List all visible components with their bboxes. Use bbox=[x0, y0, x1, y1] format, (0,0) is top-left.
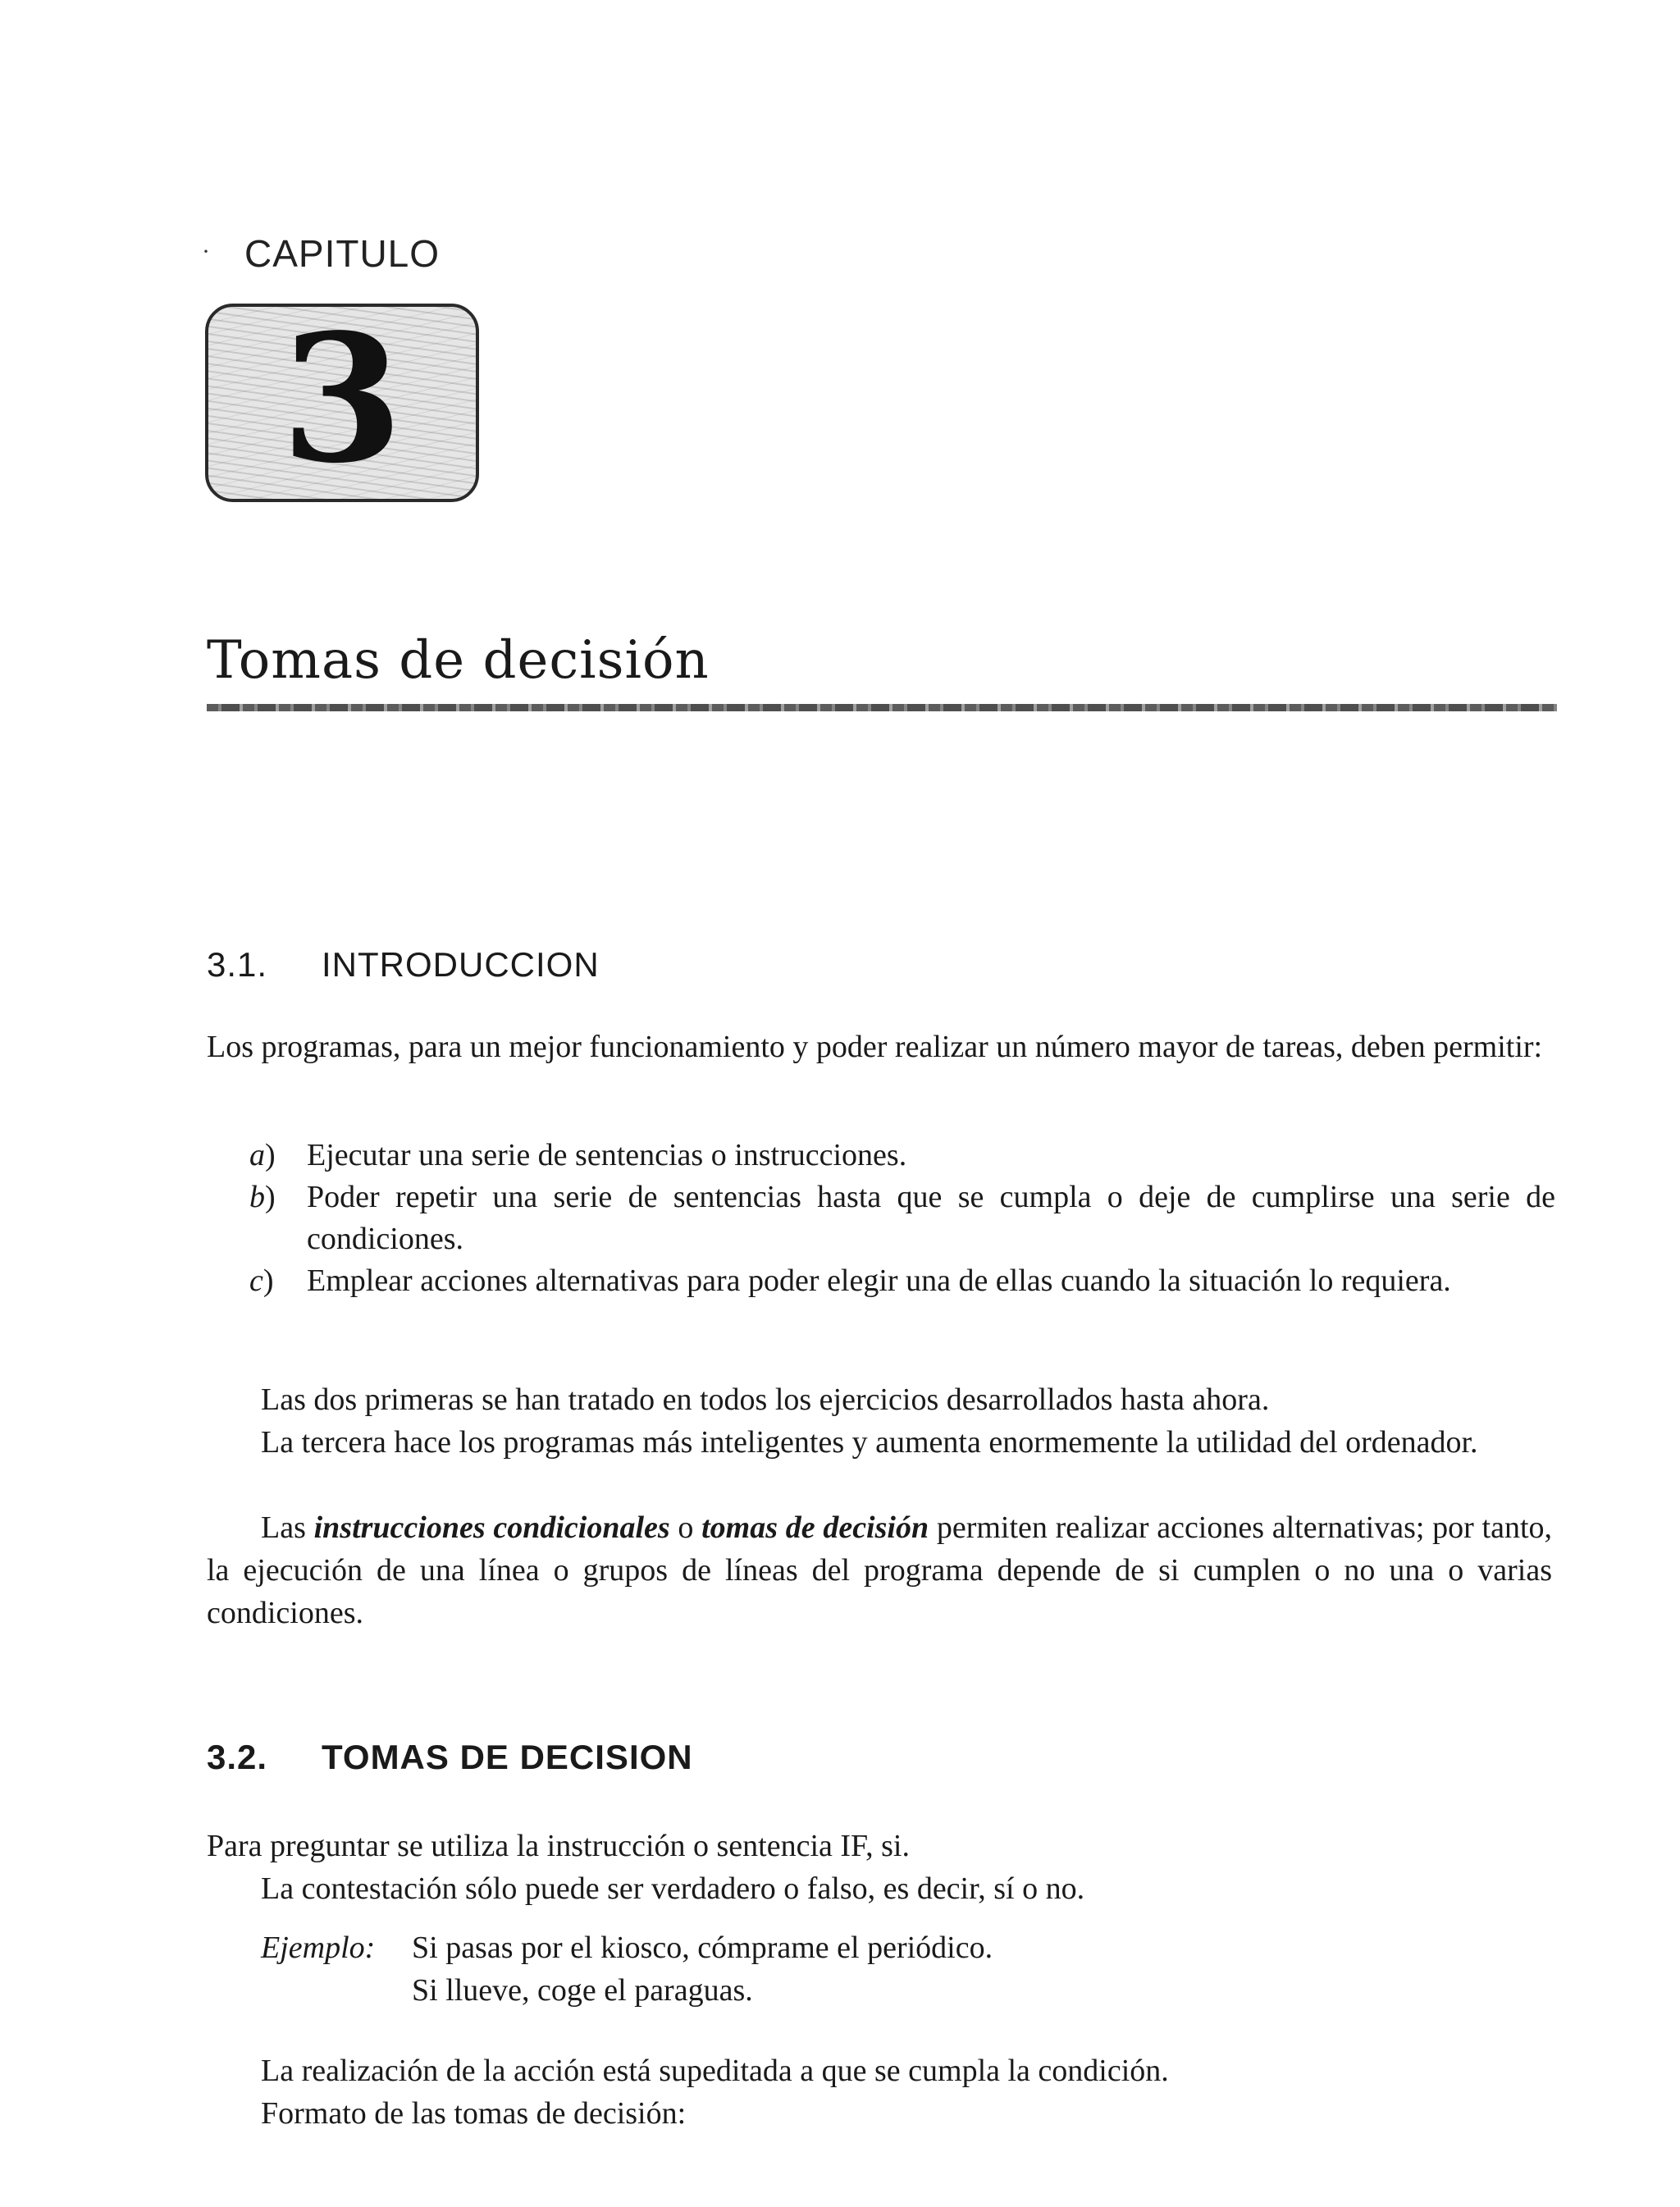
list-item-text: Poder repetir una serie de sentencias hasta que se cumpla o deje de cumplirse una serie de condiciones. bbox=[307, 1180, 1555, 1256]
chapter-number: 3 bbox=[281, 304, 404, 502]
list-item bbox=[243, 1177, 1555, 1260]
section-number: 3.1. bbox=[207, 945, 268, 984]
chapter-title: Tomas de decisión bbox=[207, 630, 710, 691]
section-heading-introduccion bbox=[207, 945, 600, 985]
paragraph: Formato de las tomas de decisión: bbox=[261, 2096, 687, 2131]
section-title: TOMAS DE DECISION bbox=[322, 1738, 693, 1776]
example-label: Ejemplo: bbox=[261, 1931, 376, 1965]
list-item-text: Emplear acciones alternativas para poder elegir una de ellas cuando la situación lo requiera. bbox=[307, 1263, 1451, 1298]
example-block bbox=[261, 1926, 1491, 2017]
list-item bbox=[243, 1135, 1555, 1177]
paragraph: Las dos primeras se han tratado en todos los ejercicios desarrollados hasta ahora. bbox=[261, 1382, 1270, 1417]
section-title: INTRODUCCION bbox=[322, 945, 600, 984]
chapter-label: CAPITULO bbox=[244, 232, 441, 275]
list-marker: c) bbox=[249, 1263, 274, 1298]
list-marker: b) bbox=[249, 1180, 276, 1214]
section-heading-tomas-de-decision bbox=[207, 1738, 693, 1777]
paragraph: Para preguntar se utiliza la instrucción o sentencia IF, si. bbox=[207, 1829, 910, 1863]
intro-paragraph: Los programas, para un mejor funcionamiento y poder realizar un número mayor de tareas, deben permitir: bbox=[207, 1030, 1543, 1064]
chapter-number-box bbox=[205, 304, 479, 502]
bullet-dot: · bbox=[202, 238, 210, 265]
example-line: Si pasas por el kiosco, cómprame el periódico. bbox=[412, 1931, 993, 1965]
list-item bbox=[243, 1260, 1555, 1302]
section-number: 3.2. bbox=[207, 1738, 268, 1776]
emphasis-term: instrucciones condicionales bbox=[313, 1510, 670, 1545]
paragraph: La tercera hace los programas más inteligentes y aumenta enormemente la utilidad del ordenador. bbox=[261, 1425, 1478, 1460]
list-marker: a) bbox=[249, 1138, 276, 1172]
title-divider bbox=[207, 704, 1557, 711]
example-line: Si llueve, coge el paraguas. bbox=[412, 1973, 753, 2008]
paragraph: La contestación sólo puede ser verdadero o falso, es decir, sí o no. bbox=[261, 1871, 1085, 1906]
requirements-list bbox=[243, 1135, 1555, 1302]
paragraph: La realización de la acción está supeditada a que se cumpla la condición. bbox=[261, 2054, 1169, 2088]
paragraph-conditional-instructions: Las instrucciones condicionales o tomas de decisión permiten realizar acciones alternativas; por tanto, la ejecución de una línea o grupos de líneas del programa depende de si cumplen o no una o varias condiciones. bbox=[207, 1510, 1553, 1630]
emphasis-term: tomas de decisión bbox=[701, 1510, 929, 1545]
list-item-text: Ejecutar una serie de sentencias o instrucciones. bbox=[307, 1138, 907, 1172]
